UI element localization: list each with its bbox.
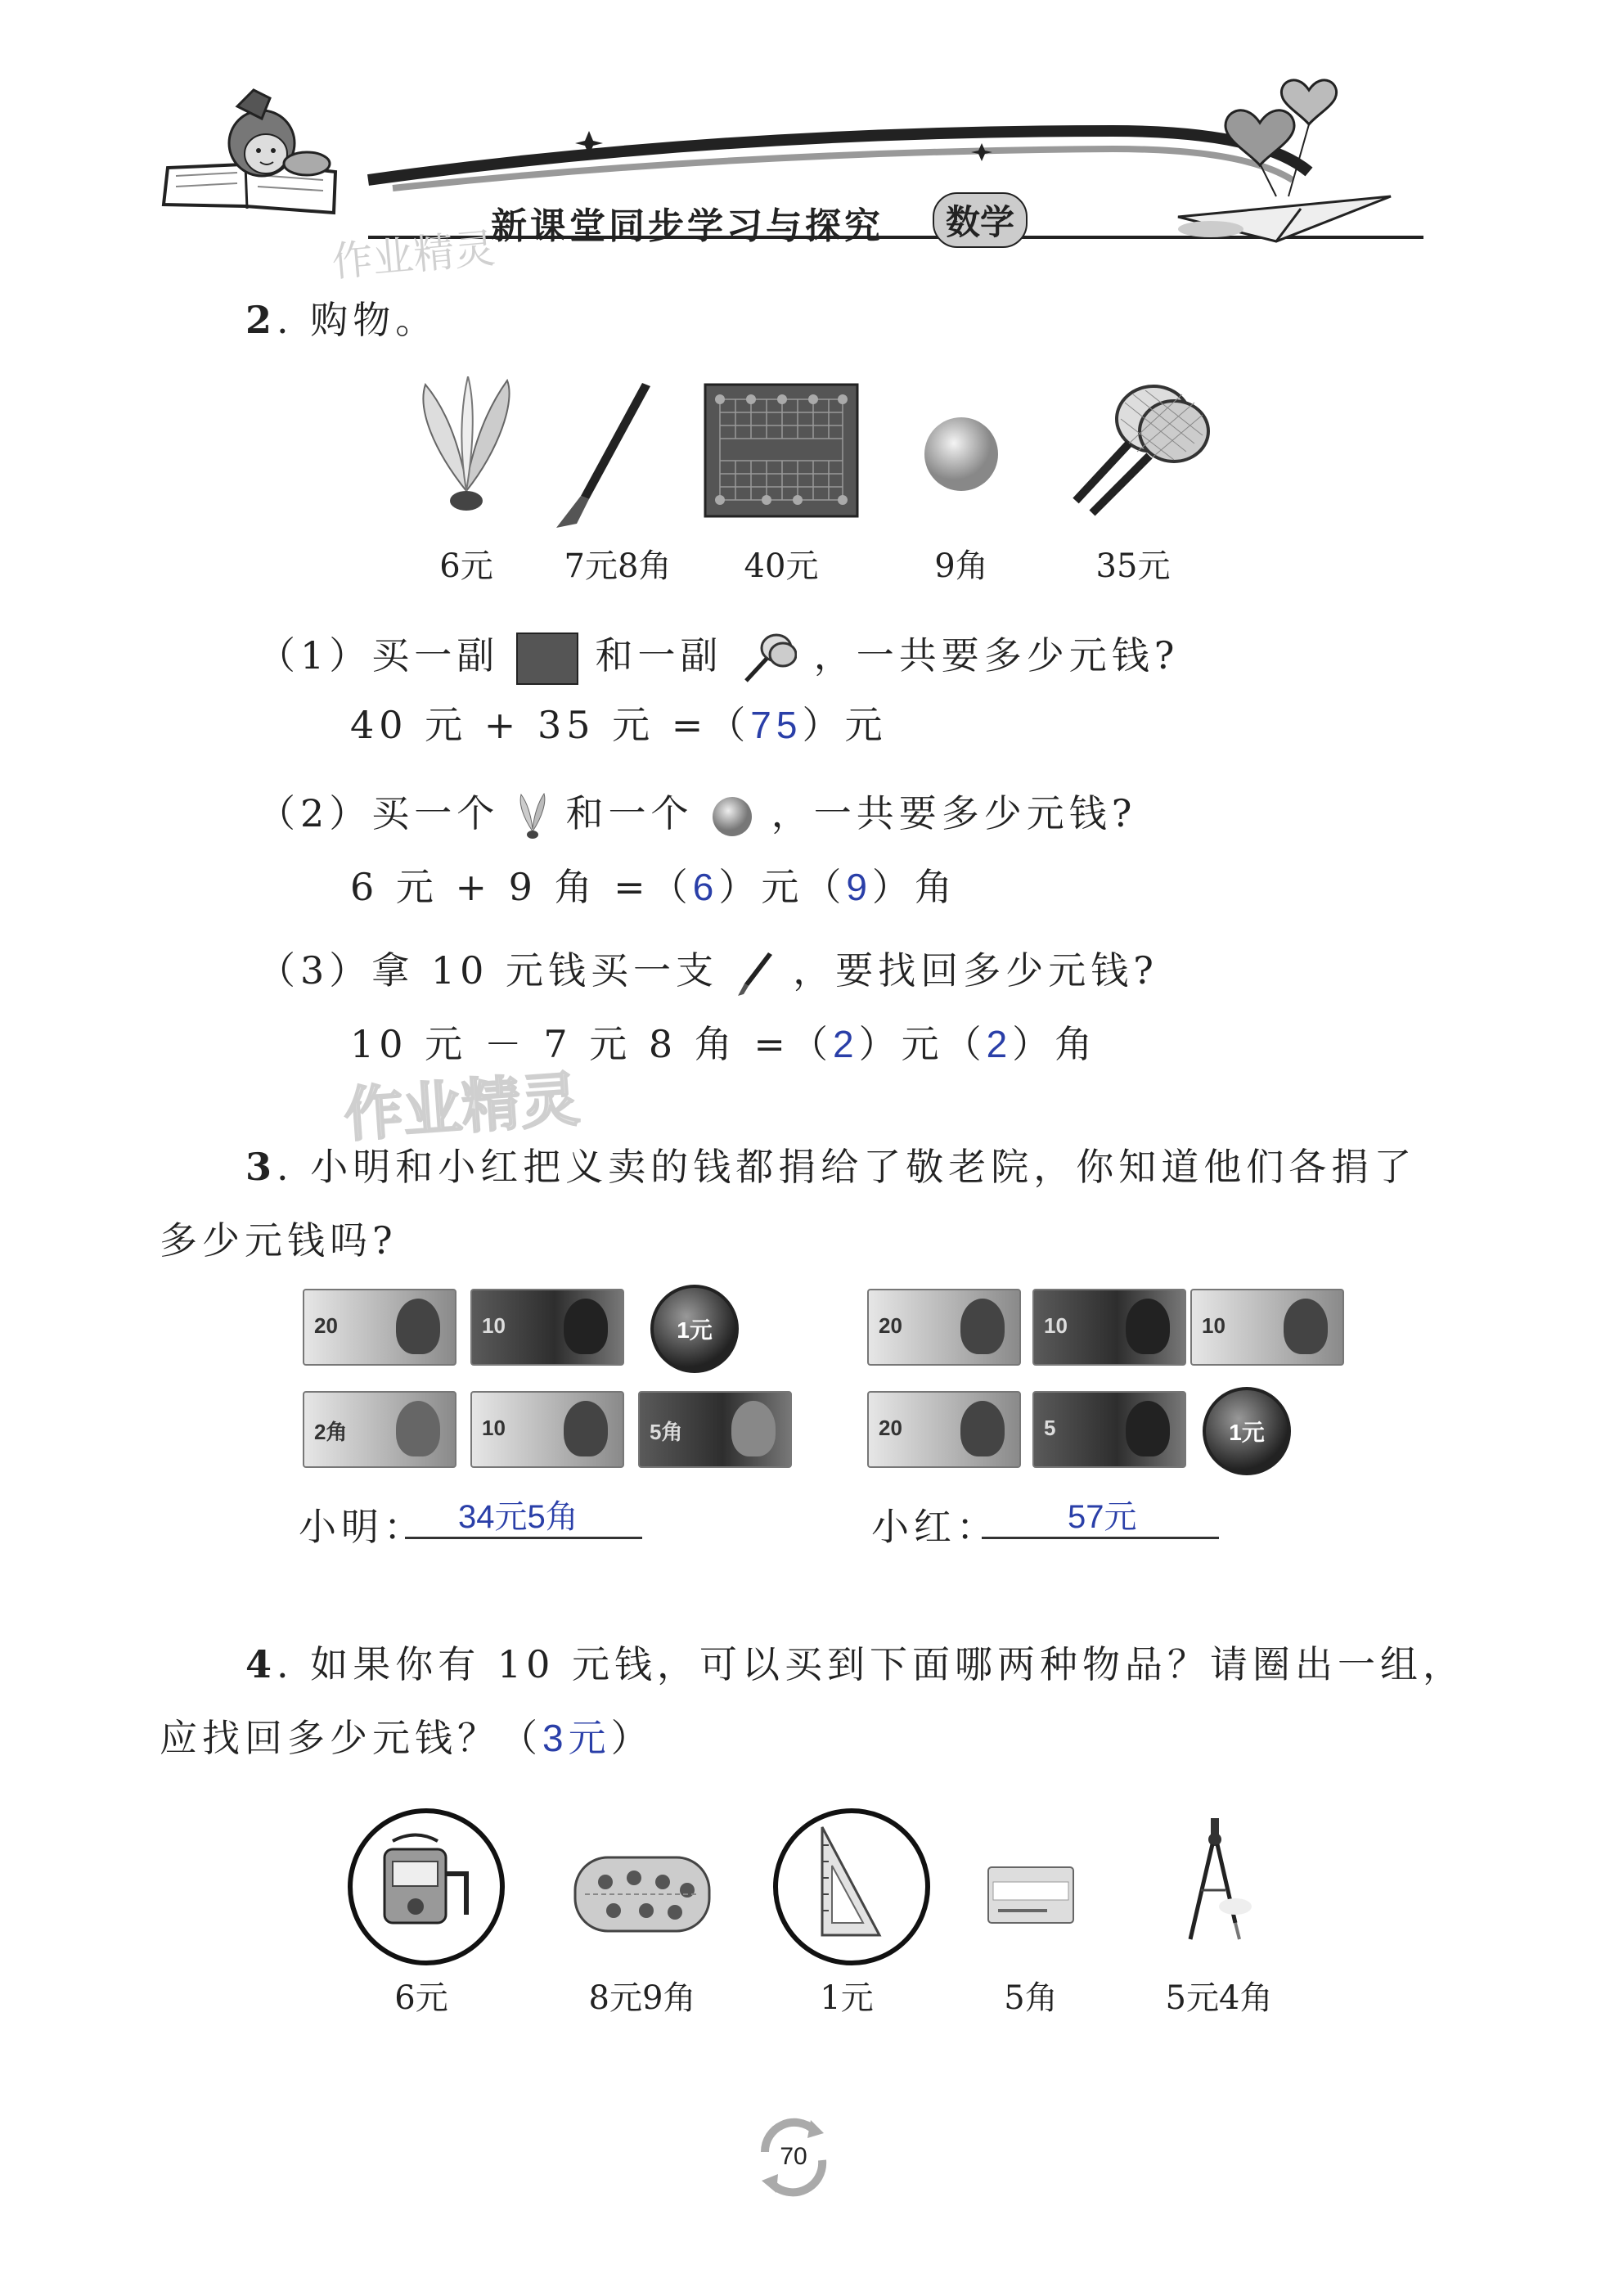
q4-price-eraser: 5角 [1004,1979,1058,2017]
q2-item-ball [920,413,1002,495]
page-number: 70 [780,2143,807,2170]
q2-sub3-eq-mid: ）元（ [858,1022,987,1066]
bill-2-jiao: 2角 [303,1391,456,1468]
subject-badge: 数学 [933,192,1028,248]
shuttlecock-icon [516,792,549,841]
q2-price-brush: 7元8角 [564,547,672,585]
q4-title-line1 [245,1635,1465,1689]
q3-title-line2: 多少元钱吗? [160,1218,398,1263]
q4-title-text: . 如果你有 10 元钱，可以买到下面哪两种物品？请圈出一组， [277,1642,1466,1686]
xiaoming-answer: 34元5角 [458,1499,578,1535]
eraser-icon [982,1857,1080,1931]
q2-sub3-question [258,941,1158,998]
q4-title-line2 [160,1708,654,1763]
page-number-badge [749,2115,839,2197]
q2-sub1-answer[interactable]: 75 [750,704,803,746]
q2-price-rackets: 35元 [1095,547,1171,585]
xiaohong-label: 小红： [871,1505,999,1549]
girl-reading-icon [229,90,330,176]
q2-item-shuttlecock [409,376,524,515]
ball-icon [920,413,1002,495]
q2-price-ball: 9角 [934,547,988,585]
q2-item-brush [548,376,663,532]
bill-20-yuan-2: 20 [867,1391,1021,1468]
q2-title [245,290,438,344]
q2-sub1-equation [350,696,887,750]
q2-sub3-eq-left: 10 元 － 7 元 8 角 =（ [350,1022,833,1066]
q2-sub3-answer-jiao[interactable]: 2 [986,1023,1013,1065]
q4-number: 4 [245,1642,277,1686]
watermark-middle: 作业精灵 [341,1065,582,1150]
rackets-icon [1055,378,1211,521]
xiaoming-answer-blank[interactable] [405,1488,642,1539]
chessboard-icon [516,633,578,685]
q4-price-compass: 5元4角 [1165,1979,1273,2017]
q4-title-close: ） [610,1716,654,1760]
pencil-case-icon [569,1845,716,1943]
compass-icon [1170,1817,1260,1947]
bill-10-yuan: 10 [1032,1289,1186,1366]
heart-balloons-icon [1225,80,1337,196]
q2-sub2-suffix: ，一共要多少元钱? [771,791,1137,835]
q4-item-compass [1170,1817,1260,1947]
q2-sub2-equation [350,858,957,912]
q3-title-text: . 小明和小红把义卖的钱都捐给了敬老院，你知道他们各捐了 [277,1145,1417,1189]
brush-icon [548,376,663,532]
bill-5-yuan: 5 [1032,1391,1186,1468]
q2-sub2-eq-left: 6 元 + 9 角 =（ [350,865,693,909]
q2-sub2-question [258,784,1136,841]
q2-sub2-answer-yuan[interactable]: 6 [692,866,719,908]
q2-sub1-prefix: （1）买一副 [258,633,500,678]
coin-1-yuan: 1元 [1203,1387,1291,1475]
q2-sub3-eq-right: ）角 [1012,1022,1098,1066]
q3-number: 3 [245,1145,277,1189]
bill-10-yuan-2: 10 [1190,1289,1344,1366]
bill-10-yuan-2: 10 [470,1391,624,1468]
q2-sub3-prefix: （3）拿 10 元钱买一支 [258,948,719,993]
q4-price-triangle-ruler: 1元 [820,1979,874,2017]
q2-sub3-answer-yuan[interactable]: 2 [832,1023,859,1065]
q4-item-triangle-ruler [806,1821,888,1943]
q4-answer[interactable]: 3元 [542,1717,611,1759]
q4-item-pencil-case [569,1845,716,1943]
q2-sub1-question [258,626,1179,687]
shuttlecock-icon [409,376,524,515]
q2-sub2-answer-jiao[interactable]: 9 [846,866,872,908]
q2-title-text: . 购物。 [277,298,438,342]
q3-title-line1 [245,1137,1416,1191]
q2-sub1-suffix: ，一共要多少元钱? [813,633,1180,678]
q4-price-sharpener: 6元 [394,1979,448,2017]
q4-item-sharpener [368,1825,474,1939]
xiaoming-label: 小明： [299,1505,426,1549]
q2-sub1-eq-left: 40 元 + 35 元 =（ [350,703,751,747]
paper-plane-icon [1178,196,1391,241]
q2-sub1-middle: 和一副 [595,633,723,678]
brush-icon [735,949,776,998]
q2-item-rackets [1055,378,1211,521]
xiaohong-answer: 57元 [1068,1499,1137,1535]
q2-sub2-prefix: （2）买一个 [258,791,500,835]
bill-10-yuan: 10 [470,1289,624,1366]
q2-sub2-eq-mid: ）元（ [718,865,847,909]
watermark-top: 作业精灵 [330,224,497,286]
bill-5-jiao: 5角 [638,1391,792,1468]
bill-20-yuan: 20 [867,1289,1021,1366]
q4-item-eraser [982,1857,1080,1931]
q2-price-chessboard: 40元 [744,547,819,585]
triangle-ruler-icon [806,1821,888,1943]
q4-title-line2-text: 应找回多少元钱？（ [160,1716,542,1760]
book-title: 新课堂同步学习与探究 [491,205,884,247]
pencil-sharpener-icon [368,1825,474,1939]
ball-icon [710,795,754,839]
q2-sub1-eq-right: ）元 [802,703,888,747]
q4-price-pencil-case: 8元9角 [588,1979,696,2017]
bill-20-yuan: 20 [303,1289,456,1366]
q2-sub2-middle: 和一个 [565,791,694,835]
rackets-icon [740,630,797,687]
chessboard-icon [704,383,859,518]
q2-item-chessboard [704,383,859,518]
q2-number: 2 [245,298,277,342]
coin-1-yuan: 1元 [650,1285,739,1373]
q2-price-shuttlecock: 6元 [439,547,493,585]
q2-sub3-suffix: ，要找回多少元钱? [793,948,1158,993]
xiaohong-answer-blank[interactable] [982,1488,1219,1539]
q2-sub2-eq-right: ）角 [871,865,957,909]
